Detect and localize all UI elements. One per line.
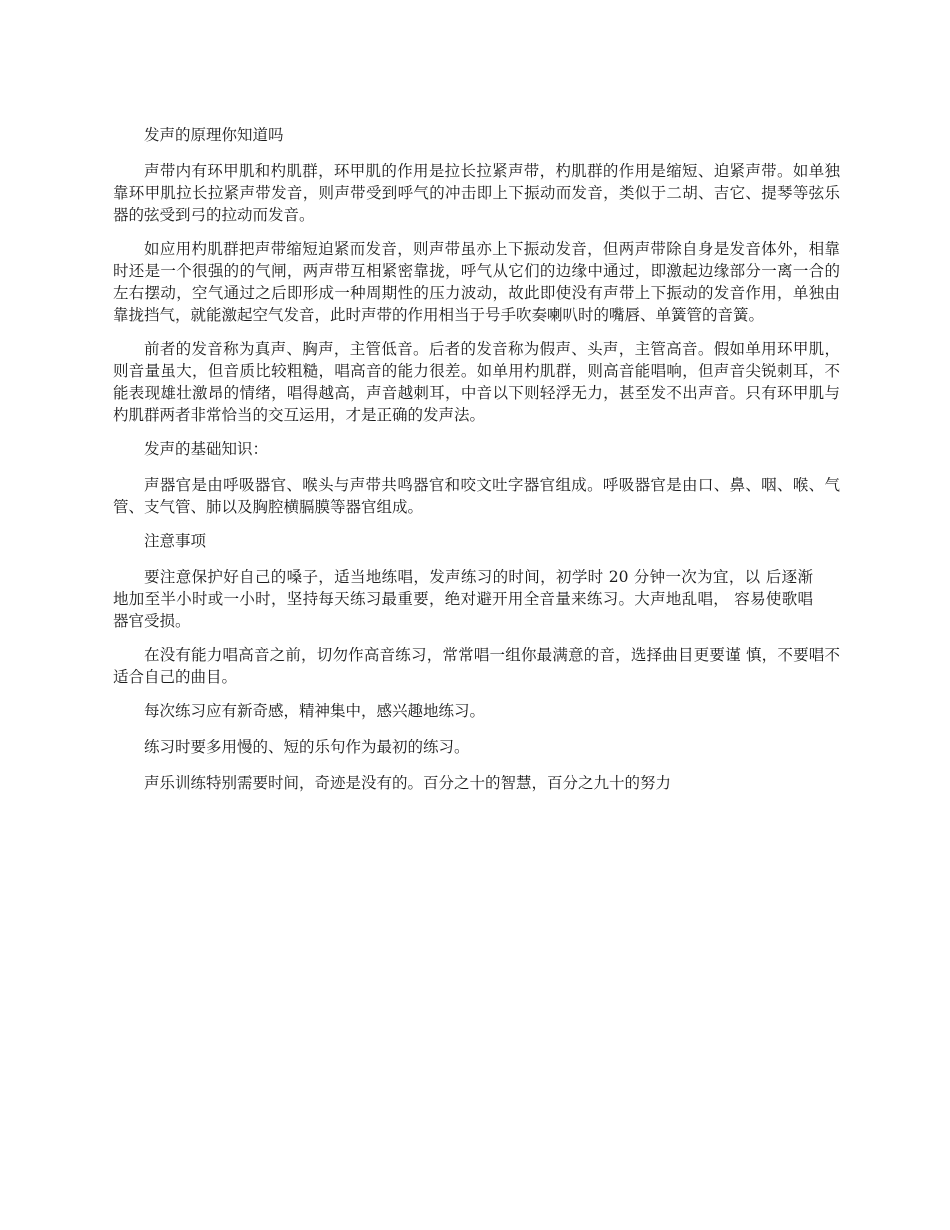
- paragraph-vocal-muscles: 声带内有环甲肌和杓肌群，环甲肌的作用是拉长拉紧声带，杓肌群的作用是缩短、迫紧声带。如单独靠环甲肌拉长拉紧声带发音，则声带受到呼气的冲击即上下振动而发音，类似于二胡、吉它、提琴等弦乐器的弦受到弓的拉动而发音。: [113, 162, 840, 224]
- paragraph-high-notes: 在没有能力唱高音之前，切勿作高音练习，常常唱一组你最满意的音，选择曲目更要谨 慎，不要唱不适合自己的曲目。: [113, 646, 840, 686]
- tip-freshness: 每次练习应有新奇感，精神集中，感兴趣地练习。: [144, 702, 486, 720]
- paragraph-true-false-voice: 前者的发音称为真声、胸声，主管低音。后者的发音称为假声、头声，主管高音。假如单用环甲肌，则音量虽大，但音质比较粗糙，唱高音的能力很差。如单用杓肌群，则高音能唱响，但声音尖锐刺耳，不能表现雄壮激昂的情绪，唱得越高，声音越刺耳，中音以下则轻浮无力，甚至发不出声音。只有环甲肌与杓肌群两者非常恰当的交互运用，才是正确的发声法。: [113, 340, 840, 424]
- section-title-basics: 发声的基础知识：: [144, 440, 269, 458]
- paragraph-protect-voice: 要注意保护好自己的嗓子，适当地练唱，发声练习的时间，初学时 20 分钟一次为宜，以 后逐渐地加至半小时或一小时，坚持每天练习最重要，绝对避开用全音量来练习。大声地乱唱， 容易使歌唱器官受损。: [113, 568, 813, 630]
- document-page: [113, 124, 840, 808]
- paragraph-arytenoid-function: 如应用杓肌群把声带缩短迫紧而发音，则声带虽亦上下振动发音，但两声带除自身是发音体外，相靠时还是一个很强的的气闸，两声带互相紧密靠拢，呼气从它们的边缘中通过，即激起边缘部分一离一合的左右摆动，空气通过之后即形成一种周期性的压力波动，故此即使没有声带上下振动的发音作用，单独由靠拢挡气，就能激起空气发音，此时声带的作用相当于号手吹奏喇叭时的嘴唇、单簧管的音簧。: [113, 240, 840, 324]
- section-title-principle: 发声的原理你知道吗: [144, 126, 284, 144]
- tip-time-effort: 声乐训练特别需要时间，奇迹是没有的。百分之十的智慧，百分之九十的努力: [144, 774, 672, 792]
- tip-short-phrases: 练习时要多用慢的、短的乐句作为最初的练习。: [144, 738, 470, 756]
- paragraph-vocal-organs: 声器官是由呼吸器官、喉头与声带共鸣器官和咬文吐字器官组成。呼吸器官是由口、鼻、咽、喉、气管、支气管、肺以及胸腔横膈膜等器官组成。: [113, 476, 840, 516]
- section-title-notes: 注意事项: [144, 532, 207, 550]
